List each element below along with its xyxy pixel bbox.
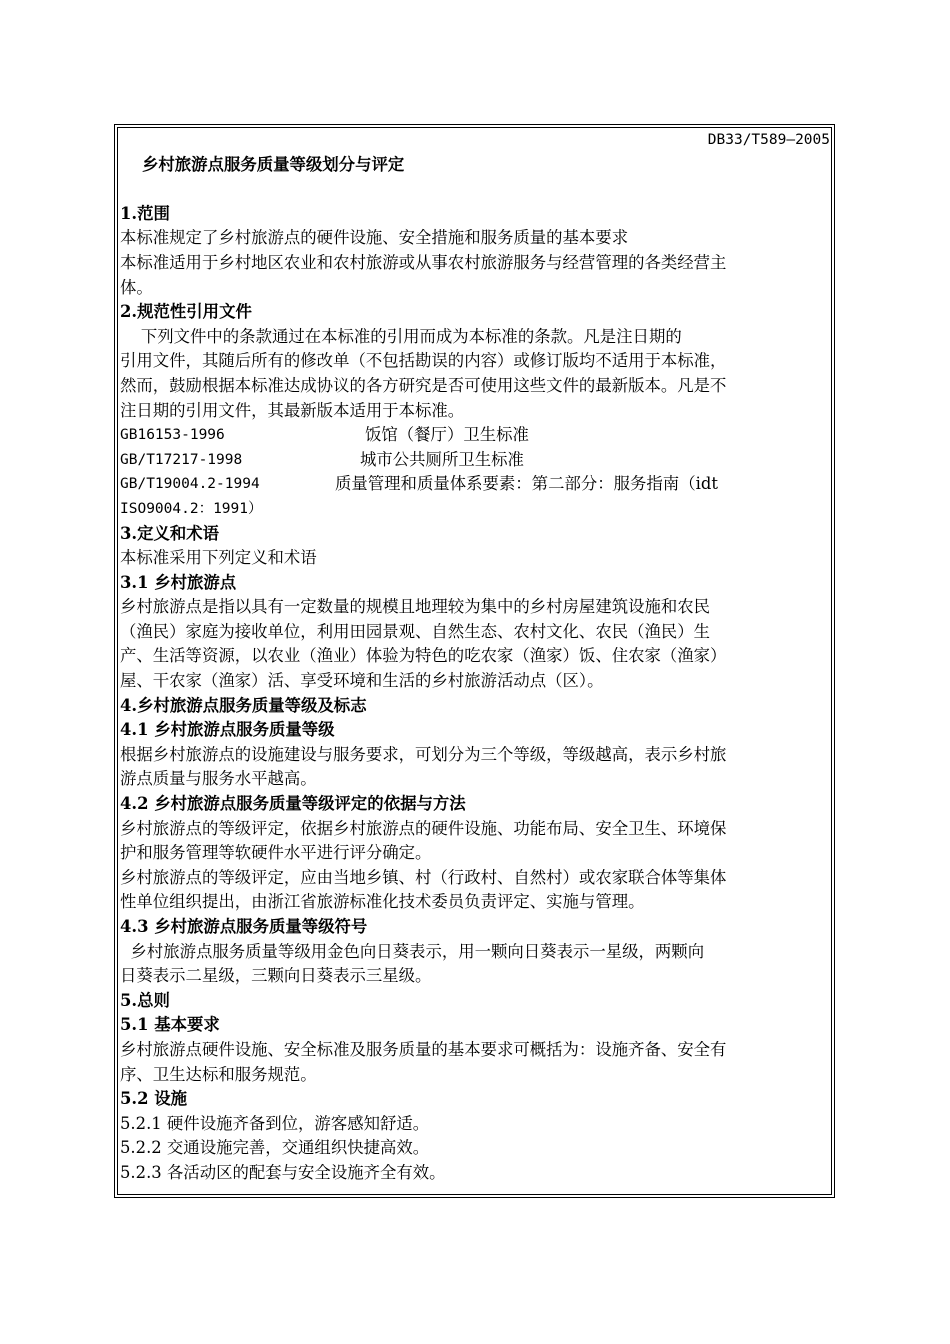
reference-item bbox=[118, 472, 831, 497]
document-title: 乡村旅游点服务质量等级划分与评定 bbox=[142, 154, 405, 174]
paragraph-line: 日葵表示二星级，三颗向日葵表示三星级。 bbox=[120, 966, 432, 986]
reference-continuation: ISO9004.2：1991） bbox=[120, 500, 263, 517]
reference-name: 饭馆（餐厅）卫生标准 bbox=[365, 425, 529, 445]
paragraph-line: 注日期的引用文件，其最新版本适用于本标准。 bbox=[120, 400, 465, 420]
reference-name: 质量管理和质量体系要素：第二部分：服务指南（idt bbox=[335, 474, 718, 494]
subsection-heading: 3.1 乡村旅游点 bbox=[120, 572, 237, 592]
reference-code: GB16153-1996 bbox=[120, 427, 225, 444]
paragraph-line: 序、卫生达标和服务规范。 bbox=[120, 1064, 317, 1084]
paragraph-line: 游点质量与服务水平越高。 bbox=[120, 769, 317, 789]
section-heading-2: 2.规范性引用文件 bbox=[120, 302, 252, 322]
document-body bbox=[117, 127, 832, 1195]
section-heading-3: 3.定义和术语 bbox=[120, 523, 220, 543]
paragraph-line: 乡村旅游点是指以具有一定数量的规模且地理较为集中的乡村房屋建筑设施和农民 bbox=[120, 597, 711, 617]
list-item: 5.2.1 硬件设施齐备到位，游客感知舒适。 bbox=[120, 1113, 430, 1133]
subsection-heading: 4.2 乡村旅游点服务质量等级评定的依据与方法 bbox=[120, 794, 466, 814]
reference-code: GB/T17217-1998 bbox=[120, 451, 243, 468]
section-heading-5: 5.总则 bbox=[120, 990, 170, 1010]
subsection-heading: 4.3 乡村旅游点服务质量等级符号 bbox=[120, 917, 368, 936]
paragraph-line: 乡村旅游点的等级评定，应由当地乡镇、村（行政村、自然村）或农家联合体等集体 bbox=[120, 867, 727, 887]
paragraph-line: 本标准采用下列定义和术语 bbox=[120, 548, 317, 568]
reference-code: GB/T19004.2-1994 bbox=[120, 476, 260, 493]
paragraph-line: （渔民）家庭为接收单位，利用田园景观、自然生态、农村文化、农民（渔民）生 bbox=[120, 621, 711, 641]
section-heading-4: 4.乡村旅游点服务质量等级及标志 bbox=[120, 695, 367, 715]
reference-item bbox=[118, 423, 831, 448]
paragraph-line: 屋、干农家（渔家）活、享受环境和生活的乡村旅游活动点（区）。 bbox=[120, 671, 604, 691]
standard-code: DB33/T589—2005 bbox=[707, 132, 830, 148]
paragraph-line: 根据乡村旅游点的设施建设与服务要求，可划分为三个等级，等级越高，表示乡村旅 bbox=[120, 744, 727, 764]
reference-name: 城市公共厕所卫生标准 bbox=[360, 449, 524, 469]
list-item: 5.2.2 交通设施完善，交通组织快捷高效。 bbox=[120, 1138, 430, 1158]
paragraph-line: 乡村旅游点的等级评定，依据乡村旅游点的硬件设施、功能布局、安全卫生、环境保 bbox=[120, 818, 727, 838]
reference-item bbox=[118, 448, 831, 473]
list-item: 5.2.3 各活动区的配套与安全设施齐全有效。 bbox=[120, 1162, 446, 1182]
paragraph-line: 产、生活等资源，以农业（渔业）体验为特色的吃农家（渔家）饭、住农家（渔家） bbox=[120, 646, 727, 666]
document-frame bbox=[114, 124, 835, 1198]
paragraph-line: 乡村旅游点服务质量等级用金色向日葵表示，用一颗向日葵表示一星级，两颗向 bbox=[120, 941, 705, 961]
paragraph-line: 乡村旅游点硬件设施、安全标准及服务质量的基本要求可概括为：设施齐备、安全有 bbox=[120, 1039, 727, 1059]
paragraph-line: 本标准规定了乡村旅游点的硬件设施、安全措施和服务质量的基本要求 bbox=[120, 228, 629, 248]
subsection-heading: 5.1 基本要求 bbox=[120, 1015, 220, 1035]
paragraph-line: 性单位组织提出，由浙江省旅游标准化技术委员负责评定、实施与管理。 bbox=[120, 892, 645, 912]
subsection-heading: 4.1 乡村旅游点服务质量等级 bbox=[120, 720, 335, 740]
paragraph-line: 体。 bbox=[120, 277, 153, 297]
paragraph-line: 然而，鼓励根据本标准达成协议的各方研究是否可使用这些文件的最新版本。凡是不 bbox=[120, 375, 727, 395]
paragraph-line: 引用文件，其随后所有的修改单（不包括勘误的内容）或修订版均不适用于本标准， bbox=[120, 351, 727, 371]
section-heading-1: 1.范围 bbox=[120, 203, 170, 223]
subsection-heading: 5.2 设施 bbox=[120, 1089, 188, 1109]
spacer bbox=[118, 177, 831, 202]
paragraph-line: 下列文件中的条款通过在本标准的引用而成为本标准的条款。凡是注日期的 bbox=[120, 326, 682, 346]
paragraph-line: 本标准适用于乡村地区农业和农村旅游或从事农村旅游服务与经营管理的各类经营主 bbox=[120, 252, 727, 272]
paragraph-line: 护和服务管理等软硬件水平进行评分确定。 bbox=[120, 843, 432, 863]
